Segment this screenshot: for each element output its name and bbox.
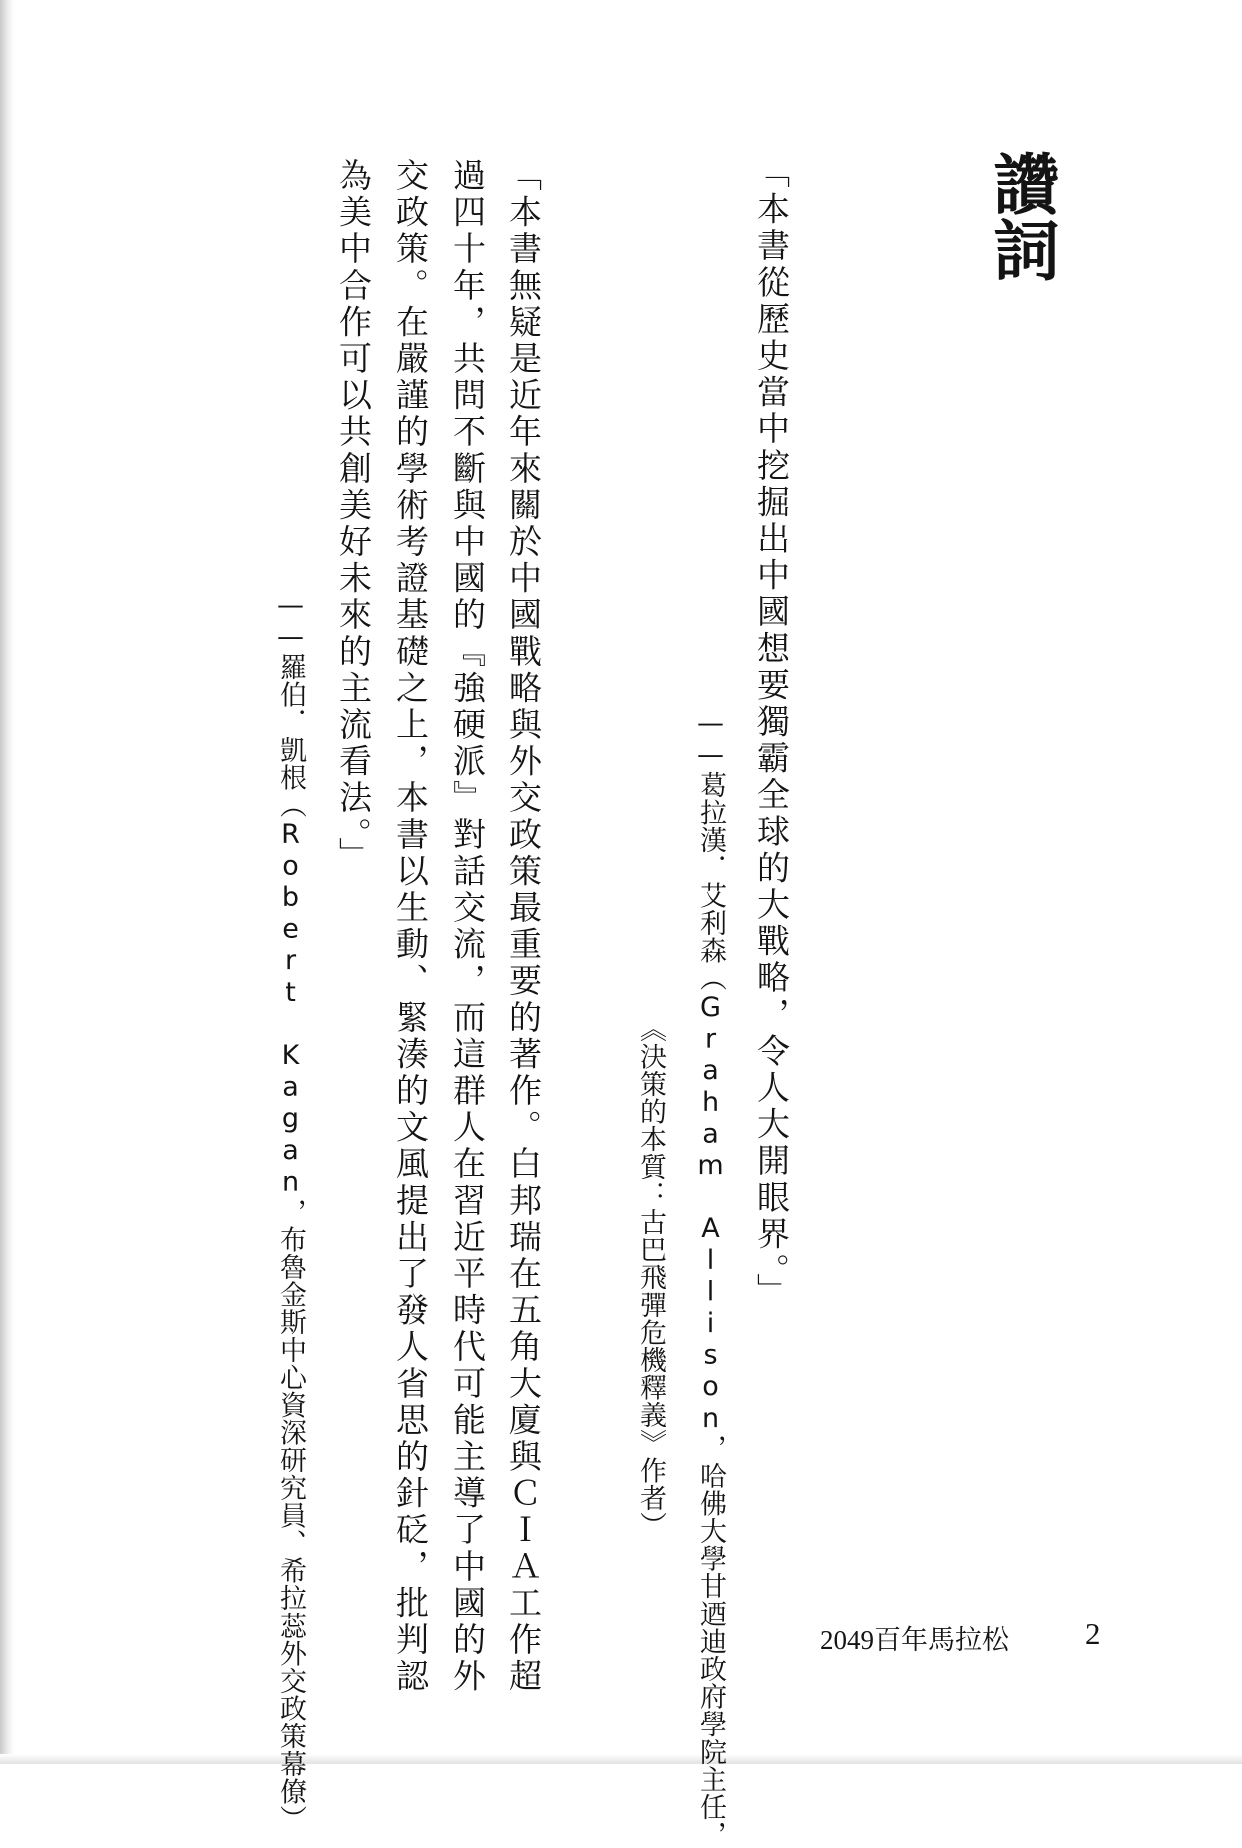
scan-bottom-edge [0,1754,1242,1764]
endorsement-quote-1: 「本書從歷史當中挖掘出中國想要獨霸全球的大戰略，令人大開眼界。」 [752,155,791,1310]
endorsement-attribution-1-line-1: ——葛拉漢．艾利森（Graham Allison，哈佛大學甘迺迪政府學院主任， [695,708,726,1848]
endorsement-quote-2-line-4: 為美中合作可以共創美好未來的主流看法。」 [334,158,373,874]
scan-edge-shadow [0,0,14,1764]
footer-book-title: 2049百年馬拉松 [820,1625,1009,1655]
endorsement-quote-2-line-1: 「本書無疑是近年來關於中國戰略與外交政策最重要的著作。白邦瑞在五角大廈與ＣＩＡ工作超 [504,158,543,1696]
endorsement-attribution-2: ——羅伯．凱根（Robert Kagan，布魯金斯中心資深研究員、希拉蕊外交政策幕僚） [275,590,306,1833]
page-number: 2 [1085,1616,1101,1651]
page-heading: 讚詞 [982,150,1060,282]
page-footer [820,1616,1101,1657]
endorsement-quote-2-line-3: 交政策。在嚴謹的學術考證基礎之上，本書以生動、緊湊的文風提出了發人省思的針砭，批判認 [391,158,430,1696]
endorsement-attribution-1-line-2: 《決策的本質：古巴飛彈危機釋義》作者） [635,1015,666,1540]
endorsement-quote-2-line-2: 過四十年，共問不斷與中國的『強硬派』對話交流，而這群人在習近平時代可能主導了中國的外 [448,158,487,1696]
